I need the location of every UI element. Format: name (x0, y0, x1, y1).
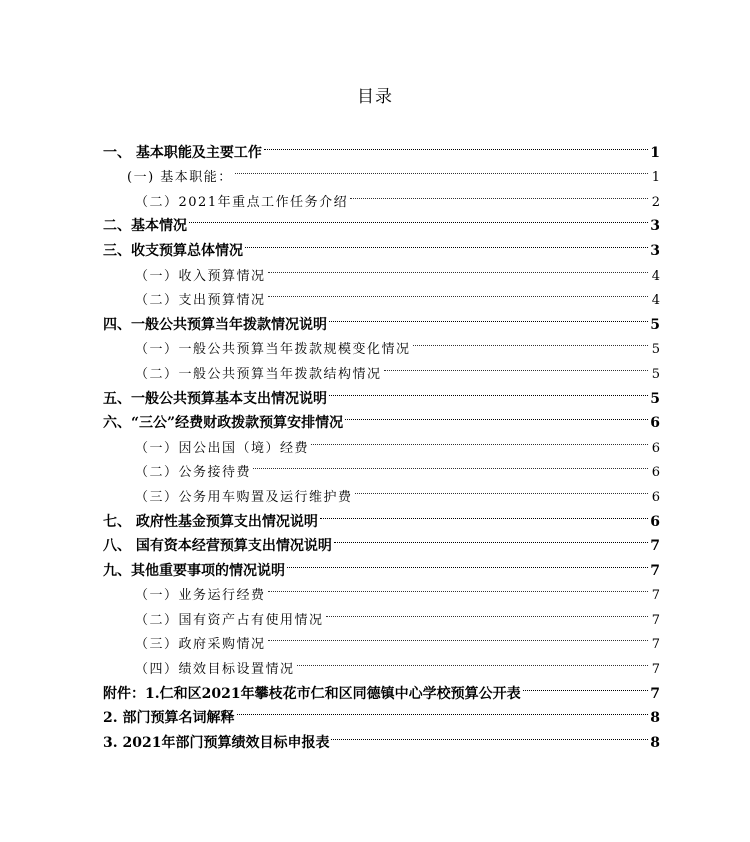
toc-entry-label: （二）公务接待费 (135, 465, 252, 481)
toc-entry-label: 六、“三公”经费财政拨款预算安排情况 (103, 415, 344, 432)
toc-entry-label: （二）国有资产占有使用情况 (135, 612, 324, 628)
toc-entry-label: 八、 国有资本经营预算支出情况说明 (103, 538, 332, 555)
toc-page-number: 3 (650, 242, 660, 259)
toc-dot-leader (413, 329, 648, 354)
page-title: 目录 (357, 87, 393, 107)
toc-entry-label: 四、一般公共预算当年拨款情况说明 (103, 316, 327, 333)
toc-entry-label: (一) 基本职能： (127, 170, 233, 186)
toc-dot-leader (345, 403, 648, 428)
toc-entry-label: （二）2021年重点工作任务介绍 (135, 194, 349, 210)
toc-page-number: 4 (651, 268, 660, 284)
toc-entry-label: 3. 2021年部门预算绩效目标申报表 (103, 734, 330, 751)
toc-entry-label: （三）公务用车购置及运行维护费 (135, 489, 353, 505)
toc-dot-leader (523, 673, 648, 698)
toc-dot-leader (268, 624, 648, 649)
toc-page-number: 6 (650, 415, 660, 432)
toc-page-number: 5 (650, 316, 660, 333)
toc-dot-leader (287, 550, 648, 575)
toc-entry-label: （二）支出预算情况 (135, 293, 266, 309)
toc-dot-leader (334, 526, 648, 551)
toc-page-number: 7 (650, 685, 660, 702)
toc-dot-leader (326, 599, 648, 624)
toc-dot-leader (297, 648, 648, 673)
toc-dot-leader (355, 476, 648, 501)
toc-page-number: 6 (651, 440, 660, 456)
toc-dot-leader (350, 181, 648, 206)
toc-page-number: 2 (651, 194, 660, 210)
toc-page-number: 5 (651, 366, 660, 382)
toc-page-number: 3 (650, 218, 660, 235)
toc-entry-label: 七、 政府性基金预算支出情况说明 (103, 513, 318, 530)
toc-entry-label: （一）收入预算情况 (135, 268, 266, 284)
toc-dot-leader (245, 230, 648, 255)
toc-page-number: 7 (650, 562, 660, 579)
toc-entry-label: 附件：1.仁和区2021年攀枝花市仁和区同德镇中心学校预算公开表 (103, 685, 521, 702)
toc-page-number: 6 (651, 489, 660, 505)
toc-page-number: 8 (650, 734, 660, 751)
toc-entry-label: （二）一般公共预算当年拨款结构情况 (135, 366, 382, 382)
toc-dot-leader (311, 427, 648, 452)
toc-page-number: 7 (651, 588, 660, 604)
toc-entry-label: 2. 部门预算名词解释 (103, 710, 235, 727)
toc-page-number: 7 (651, 612, 660, 628)
toc-entry-label: 五、一般公共预算基本支出情况说明 (103, 390, 327, 407)
toc-dot-leader (253, 452, 648, 477)
toc-page-number: 1 (650, 144, 660, 161)
toc-page-number: 6 (650, 513, 660, 530)
toc-dot-leader (329, 378, 648, 403)
toc-dot-leader (189, 206, 648, 231)
toc-dot-leader (268, 280, 648, 305)
toc-entry-label: （四）绩效目标设置情况 (135, 662, 295, 678)
toc-page-number: 7 (651, 662, 660, 678)
toc-section-entry[interactable] (103, 132, 660, 161)
toc-page-number: 1 (651, 170, 660, 186)
toc-entry-label: 三、收支预算总体情况 (103, 242, 243, 259)
toc-entry-label: 二、基本情况 (103, 218, 187, 235)
table-of-contents (103, 132, 660, 751)
toc-dot-leader (329, 304, 648, 329)
toc-entry-label: （一）一般公共预算当年拨款规模变化情况 (135, 342, 411, 358)
toc-entry-label: （一）业务运行经费 (135, 588, 266, 604)
toc-dot-leader (237, 698, 649, 723)
toc-entry-label: （一）因公出国（境）经费 (135, 440, 310, 456)
toc-dot-leader (235, 157, 648, 182)
toc-entry-label: 九、其他重要事项的情况说明 (103, 562, 285, 579)
toc-page-number: 6 (651, 465, 660, 481)
toc-entry-label: （三）政府采购情况 (135, 637, 266, 653)
toc-dot-leader (384, 353, 648, 378)
toc-dot-leader (320, 501, 648, 526)
toc-page-number: 8 (650, 710, 660, 727)
toc-page-number: 7 (650, 538, 660, 555)
toc-dot-leader (268, 255, 648, 280)
toc-page-number: 4 (651, 293, 660, 309)
toc-dot-leader (331, 722, 648, 747)
toc-entry-label: 一、 基本职能及主要工作 (103, 144, 262, 161)
toc-dot-leader (268, 575, 648, 600)
toc-page-number: 5 (650, 390, 660, 407)
toc-page-number: 7 (651, 637, 660, 653)
toc-dot-leader (264, 132, 648, 157)
toc-page-number: 5 (651, 342, 660, 358)
